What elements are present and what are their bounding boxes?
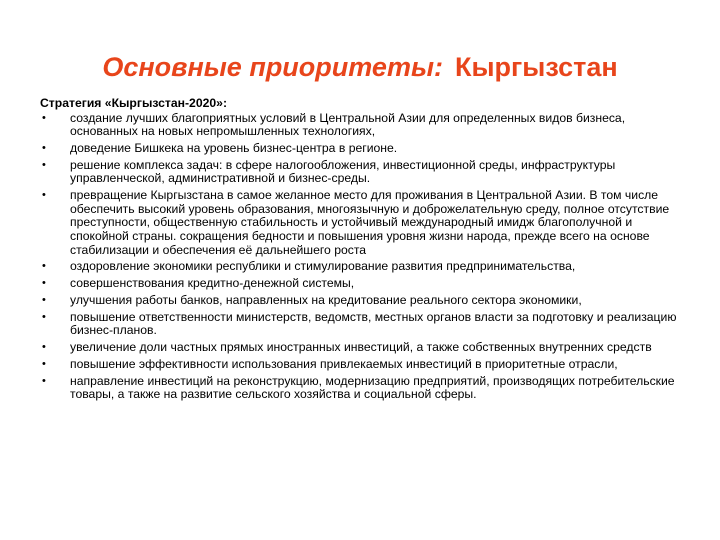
list-item [40,142,688,156]
bullet-icon: • [42,341,46,353]
list-item-text: направление инвестиций на реконструкцию, модернизацию предприятий, производящих потребительские товары, а также на развитие сельского хозяйства и социальной сферы. [70,373,675,402]
bullet-icon: • [42,158,46,171]
list-item [40,375,688,402]
list-item-text: решение комплекса задач: в сфере налогообложения, инвестиционной среды, инфраструктуры управленческой, административной и бизнес-среды. [70,157,616,186]
list-item-text: доведение Бишкека на уровень бизнес-центра в регионе. [70,140,398,155]
slide-body [40,97,688,405]
list-item [40,358,688,372]
list-item-text: создание лучших благоприятных условий в Центральной Азии для определенных видов бизнеса, основанных на новых непромышленных технологиях, [70,110,626,139]
list-item [40,277,688,291]
list-item [40,189,688,257]
bullet-icon: • [42,293,46,306]
list-item [40,112,688,139]
bullet-icon: • [42,310,46,323]
bullet-icon: • [42,111,46,124]
list-item [40,159,688,186]
bullet-icon: • [42,141,46,154]
priority-list [40,112,688,402]
list-item [40,260,688,274]
list-item [40,341,688,355]
list-item-text: увеличение доли частных прямых иностранных инвестиций, а также собственных внутренних средств [70,340,652,354]
list-item-text: оздоровление экономики республики и стимулирование развития предпринимательства, [70,259,576,274]
bullet-icon: • [42,277,46,290]
bullet-icon: • [42,374,46,387]
slide-title [0,50,720,84]
list-item-text: улучшения работы банков, направленных на кредитование реального сектора экономики, [70,292,582,307]
strategy-heading: Стратегия «Кыргызстан-2020»: [40,96,228,110]
title-part-2: Кыргызстан [455,52,618,82]
bullet-icon: • [42,189,46,202]
list-item-text: повышение эффективности использования привлекаемых инвестиций в приоритетные отрасли, [70,356,618,371]
list-item-text: превращение Кыргызстана в самое желанное место для проживания в Центральной Азии. В том числе обеспечить высокий уровень образования, многоязычную и доброжелательную среду, полное отсутствие преступности, общественную стабильность и устойчивый международный имидж благополучной и спокойной страны. сокращения бедности и повышения уровня жизни народа, прежде всего на основе стабилизации и обеспечения её дальнейшего роста [70,188,670,257]
bullet-icon: • [42,357,46,370]
list-item [40,294,688,308]
title-part-1: Основные приоритеты: [102,52,444,82]
list-item-text: совершенствования кредитно-денежной системы, [70,276,355,291]
list-item-text: повышение ответственности министерств, ведомств, местных органов власти за подготовку и реализацию бизнес-планов. [70,309,677,338]
bullet-icon: • [42,260,46,273]
list-item [40,311,688,338]
